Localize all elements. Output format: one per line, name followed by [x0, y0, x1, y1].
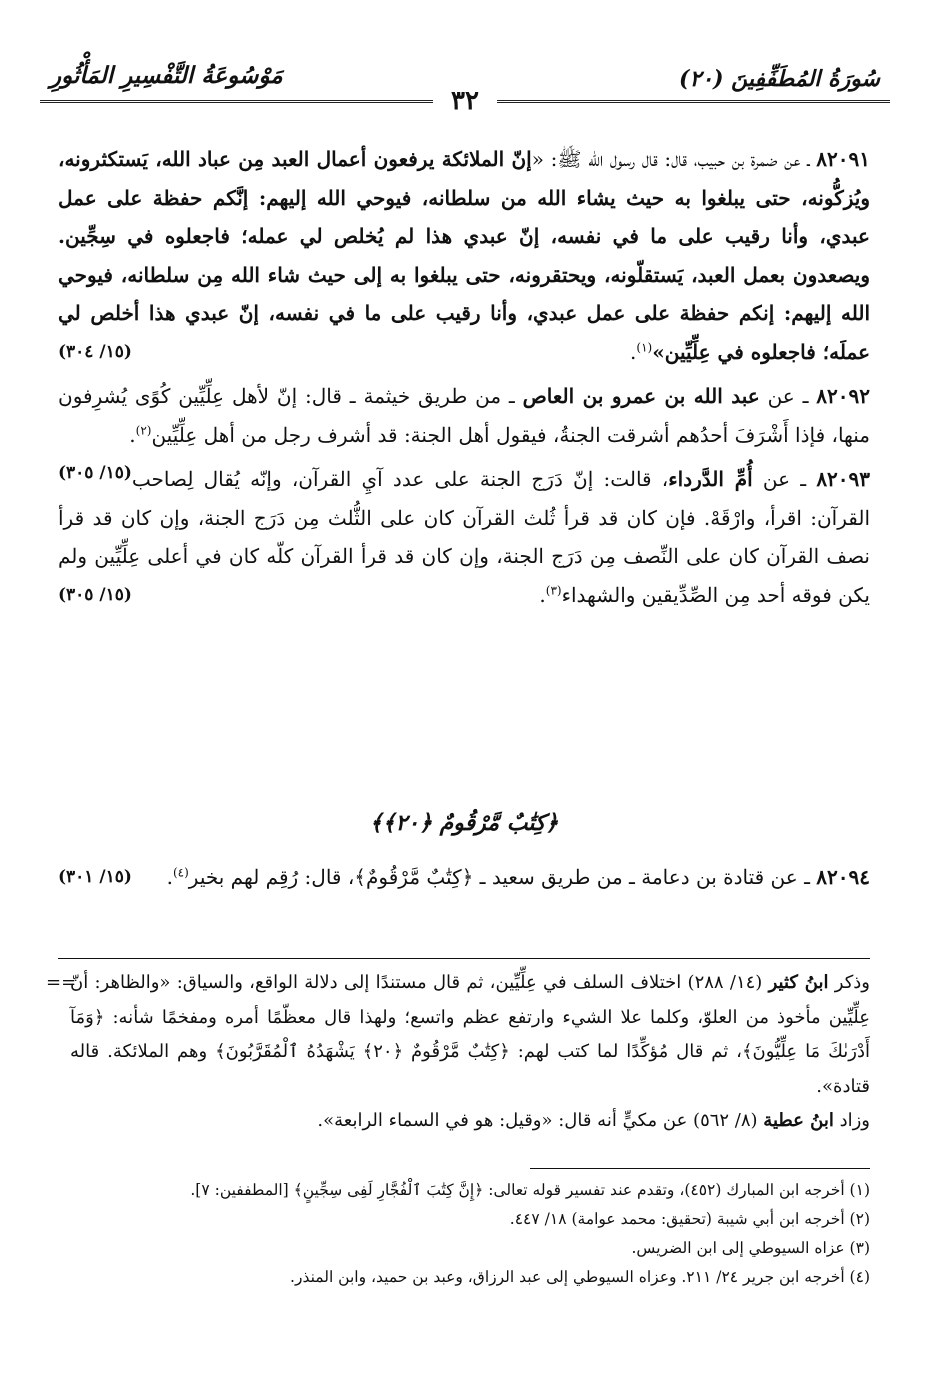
entry-text: ـ عن قتادة بن دعامة ـ من طريق سعيد ـ ﴿كِتَٰبٌ مَّرْقُومٌ﴾، قال: رُقِم لهم بخير: [188, 865, 817, 889]
volume-reference: (١٥/ ٣٠٤): [58, 341, 132, 362]
footnote-3: (٣) عزاه السيوطي إلى ابن الضريس.: [631, 1239, 870, 1257]
note-ibn-atiyya: [70, 1104, 870, 1139]
volume-reference: (١٥/ ٣٠١): [58, 867, 132, 887]
footnotes: [58, 1176, 870, 1292]
footnote-marker: (٤): [172, 865, 189, 880]
footnotes-separator: [530, 1168, 870, 1169]
note-text: وذكر: [828, 972, 871, 993]
footnote-marker: (٣): [545, 582, 562, 597]
continuation-mark: ==: [46, 972, 77, 993]
surah-title: سُورَةُ المُطَفِّفِينَ (٢٠): [679, 66, 880, 92]
main-text: [58, 140, 870, 620]
narrator-name: عبد الله بن عمرو بن العاص: [522, 384, 760, 408]
entry-text: ـ من طريق خيثمة ـ قال: إنّ لأهل عِلِّيِّين كُوًى يُشرِفون منها، فإذا أَشْرَفَ أحدُهم أشرقت الجنةُ، فيقول أهل الجنة: قد أشرف رجل من أهل عِلِّيِّين: [58, 384, 870, 447]
page-number: ٣٢: [433, 86, 497, 116]
note-ibn-kathir: [70, 966, 870, 1104]
footnote-1: (١) أخرجه ابن المبارك (٤٥٢)، وتقدم عند تفسير قوله تعالى: ﴿إِنَّ كِتَٰبَ ٱلْفُجَّارِ لَفِى سِجِّينٍ﴾ [المطففين: ٧].: [190, 1181, 870, 1199]
volume-reference: (١٥/ ٣٠٥): [58, 463, 132, 483]
note-text: وزاد: [833, 1110, 870, 1131]
entry-number: ٨٢٠٩٤: [816, 865, 870, 889]
scholar-name: ابنُ كثير: [768, 972, 829, 993]
footnote-4: (٤) أخرجه ابن جرير ٢٤/ ٢١١. وعزاه السيوطي إلى عبد الرزاق، وعبد بن حميد، وابن المنذر.: [290, 1268, 870, 1286]
volume-reference: (١٥/ ٣٠٥): [58, 584, 132, 605]
footnote-2: (٢) أخرجه ابن أبي شيبة (تحقيق: محمد عوامة) ١٨/ ٤٤٧.: [509, 1210, 870, 1228]
entry-number: ٨٢٠٩١: [816, 147, 870, 171]
entry-intro: ـ عن: [759, 384, 817, 408]
note-text: (١٤/ ٢٨٨) اختلاف السلف في عِلِّيِّين، ثم قال مستندًا إلى دلالة الواقع، والسياق: «والظاهر: أنّ عِلِّيِّين مأخوذ من العلوّ، وكلما علا الشيء وارتفع عظم واتسع؛ ولهذا قال معظّمًا أمره ومفخمًا شأنه: ﴿وَمَآ أَدْرَىٰكَ مَا عِلِّيُّونَ﴾، ثم قال مُؤكِّدًا لما كتب لهم: ﴿كِتَٰبٌ مَّرْقُومٌ ﴿٢٠﴾ يَشْهَدُهُ ٱلْمُقَرَّبُونَ﴾ وهم الملائكة. قاله قتادة».: [70, 972, 870, 1097]
hadith-entry-82092: ٨٢٠٩٢ ـ عن عبد الله بن عمرو بن العاص ـ من طريق خيثمة ـ قال: إنّ لأهل عِلِّيِّين كُوًى يُشرِفون منها، فإذا أَشْرَفَ أحدُهم أشرقت الجنةُ، فيقول أهل الجنة: قد أشرف رجل من أهل عِلِّيِّين$^{(٢)}$. (١٥/ ٣٠٥): [58, 377, 870, 460]
page-number-wrap: [40, 86, 890, 116]
notes-separator: [58, 958, 870, 959]
note-text: (٨/ ٥٦٢) عن مكيٍّ أنه قال: «وقيل: هو في السماء الرابعة».: [317, 1110, 764, 1131]
narrator-name: أُمِّ الدَّرداء: [668, 467, 753, 491]
entry-intro: ـ عن ضمرة بن حبيب، قال: قال رسول الله ﷺ: «: [531, 147, 817, 171]
entry-number: ٨٢٠٩٢: [816, 384, 871, 408]
page-header: [40, 62, 890, 116]
entry-intro: ـ عن: [752, 467, 817, 491]
hadith-entry-82093: ٨٢٠٩٣ ـ عن أُمِّ الدَّرداء، قالت: إنّ دَرَج الجنة على عدد آيِ القرآن، وإنّه يُقال لِصاحب القرآن: اقرأ، وارْقَهْ. فإن كان قد قرأ ثُلث القرآن كان على الثُّلث مِن دَرَج الجنة، وإن كان قد قرأ نصف القرآن كان على النِّصف مِن دَرَج الجنة، وإن كان قد قرأ القرآن كلّه كان في أعلى عِلِّيِّين ولم يكن فوقه أحد مِن الصِّدِّيقين والشهداء$^{(٣)}$. (١٥/ ٣٠٥): [58, 460, 870, 620]
verse-heading: ﴿كِتَٰبٌ مَّرْقُومٌ ﴿٢٠﴾﴾: [369, 810, 559, 836]
hadith-text: إنّ الملائكة يرفعون أعمال العبد مِن عباد الله، يَستكثرونه، ويُزكُّونه، حتى يبلغوا به حيث يشاء الله من سلطانه، فيوحي الله إليهم: إنَّكم حفظة على عمل عبدي، وأنا رقيب على ما في نفسه، إنّ عبدي هذا لم يُخلص لي عمله؛ فاجعلوه في سِجِّين. ويصعدون بعمل العبد، يَستقلّونه، ويحتقرونه، حتى يبلغوا به إلى حيث شاء الله مِن سلطانه، فيوحي الله إليهم: إنكم حفظة على عمل عبدي، وأنا رقيب على ما في نفسه، إنّ عبدي هذا أخلص لي عملَه؛ فاجعلوه في عِلِّيِّين»: [58, 147, 870, 364]
entry-82094-wrap: [58, 858, 870, 903]
hadith-entry-82091: ٨٢٠٩١ ـ عن ضمرة بن حبيب، قال: قال رسول الله ﷺ: «إنّ الملائكة يرفعون أعمال العبد مِن عباد الله، يَستكثرونه، ويُزكُّونه، حتى يبلغوا به حيث يشاء الله من سلطانه، فيوحي الله إليهم: إنَّكم حفظة على عمل عبدي، وأنا رقيب على ما في نفسه، إنّ عبدي هذا لم يُخلص لي عمله؛ فاجعلوه في سِجِّين. ويصعدون بعمل العبد، يَستقلّونه، ويحتقرونه، حتى يبلغوا به إلى حيث شاء الله مِن سلطانه، فيوحي الله إليهم: إنكم حفظة على عمل عبدي، وأنا رقيب على ما في نفسه، إنّ عبدي هذا أخلص لي عملَه؛ فاجعلوه في عِلِّيِّين»$^{(١)}$. (١٥/ ٣٠٤): [58, 140, 870, 377]
footnote-marker: (٢): [135, 422, 152, 437]
book-title: مَوْسُوعَةُ التَّفْسِيرِ المَأْثُورِ: [50, 62, 283, 89]
commentary-notes: [70, 966, 870, 1139]
hadith-entry-82094: ٨٢٠٩٤ ـ عن قتادة بن دعامة ـ من طريق سعيد ـ ﴿كِتَٰبٌ مَّرْقُومٌ﴾، قال: رُقِم لهم بخير$^{(٤)}$. (١٥/ ٣٠١): [58, 858, 870, 903]
entry-number: ٨٢٠٩٣: [816, 467, 871, 491]
scholar-name: ابنُ عطية: [763, 1110, 834, 1131]
entry-text: ، قالت: إنّ دَرَج الجنة على عدد آيِ القرآن، وإنّه يُقال لِصاحب القرآن: اقرأ، وارْقَهْ. فإن كان قد قرأ ثُلث القرآن كان على الثُّلث مِن دَرَج الجنة، وإن كان قد قرأ نصف القرآن كان على النِّصف مِن دَرَج الجنة، وإن كان قد قرأ القرآن كلّه كان في أعلى عِلِّيِّين ولم يكن فوقه أحد مِن الصِّدِّيقين والشهداء: [58, 467, 870, 607]
footnote-marker: (١): [636, 339, 653, 354]
